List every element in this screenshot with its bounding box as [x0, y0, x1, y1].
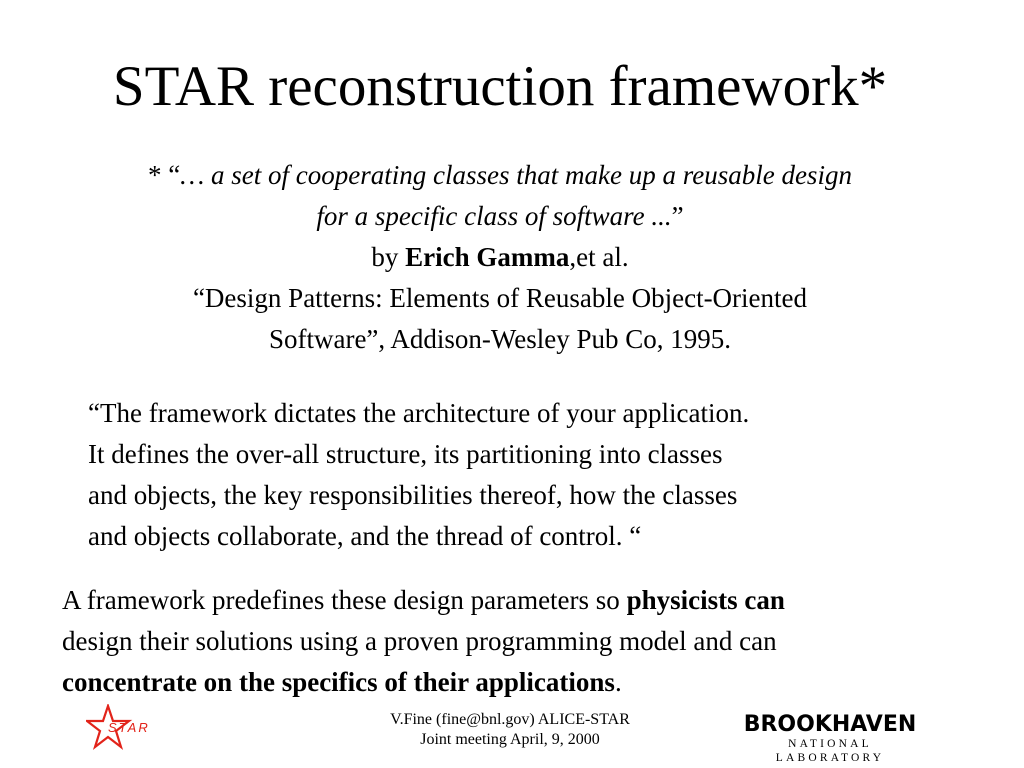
framework-quote-line-3: and objects, the key responsibilities thereof, how the classes: [88, 480, 738, 510]
slide-title: STAR reconstruction framework*: [112, 55, 888, 118]
attribution-line: [0, 237, 1000, 278]
definition-block: [0, 155, 1000, 360]
summary-line-2: design their solutions using a proven programming model and can: [62, 626, 777, 656]
footer-credit-line-2: Joint meeting April, 9, 2000: [420, 731, 600, 748]
framework-quote: [88, 393, 749, 557]
by-prefix: by: [371, 242, 406, 272]
footer-credit-line-1: V.Fine (fine@bnl.gov) ALICE-STAR: [390, 711, 630, 728]
book-title-line-2: Software”, Addison-Wesley Pub Co, 1995.: [268, 324, 732, 354]
book-title-line-1: “Design Patterns: Elements of Reusable Object-Oriented: [192, 283, 808, 313]
bnl-subtitle: NATIONAL LABORATORY: [775, 738, 885, 764]
star-logo: [86, 704, 158, 756]
summary-line-3: [62, 662, 785, 703]
framework-quote-line-2: It defines the over-all structure, its partitioning into classes: [88, 439, 723, 469]
summary-period: .: [614, 667, 622, 697]
open-quote: “: [168, 160, 181, 190]
summary-text-1: A framework predefines these design parameters so: [62, 585, 627, 615]
footnote-asterisk: *: [148, 160, 169, 190]
by-suffix: ,et al.: [569, 242, 629, 272]
definition-line-2: [0, 196, 1000, 237]
summary-bold-1: physicists can: [626, 585, 785, 615]
bnl-name: BROOKHAVEN: [743, 712, 917, 737]
author-name: Erich Gamma: [405, 242, 570, 272]
definition-line-1: [0, 155, 1000, 196]
brookhaven-logo: [735, 713, 925, 765]
framework-quote-line-4: and objects collaborate, and the thread of control. “: [88, 521, 642, 551]
star-logo-text: STAR: [108, 720, 150, 735]
footer-credit: [360, 710, 660, 750]
framework-quote-line-1: “The framework dictates the architecture of your application.: [88, 398, 750, 428]
definition-quote-2: for a specific class of software ...: [316, 201, 672, 231]
summary-line-1: [62, 580, 785, 621]
close-quote: ”: [671, 201, 684, 231]
definition-quote-1: … a set of cooperating classes that make up a reusable design: [180, 160, 852, 190]
summary-bold-2: concentrate on the specifics of their applications: [62, 667, 615, 697]
summary-paragraph: [62, 580, 785, 703]
